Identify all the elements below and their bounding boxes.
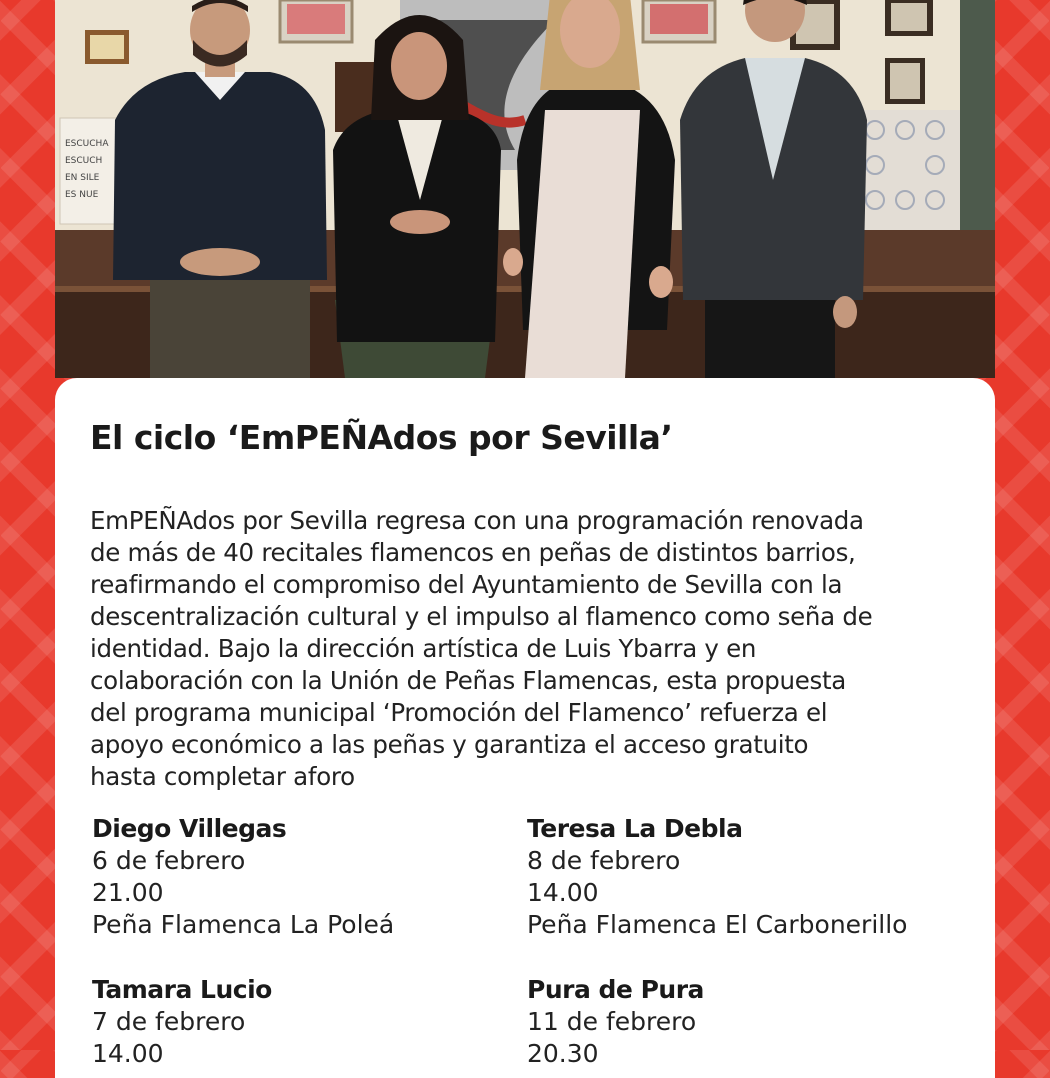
wall-sign-line: EN SILE	[65, 173, 100, 183]
description-line: reafirmando el compromiso del Ayuntamiento de Sevilla con la	[90, 570, 843, 599]
description-line: hasta completar aforo	[90, 762, 355, 791]
description-line: de más de 40 recitales flamencos en peñas de distintos barrios,	[90, 538, 856, 567]
wall-sign-line: ES NUE	[65, 190, 99, 200]
article-card	[55, 378, 995, 1078]
wall-sign-line: ESCUCH	[65, 156, 103, 166]
event-item	[527, 813, 967, 941]
event-item	[527, 974, 967, 1070]
article-description	[90, 505, 970, 793]
event-date: 11 de febrero	[527, 1007, 697, 1036]
event-venue: Peña Flamenca La Poleá	[92, 910, 395, 939]
event-item	[92, 974, 532, 1070]
description-line: descentralización cultural y el impulso al flamenco como seña de	[90, 602, 873, 631]
event-artist: Diego Villegas	[92, 814, 287, 843]
group-photo	[55, 0, 995, 378]
event-time: 14.00	[527, 878, 599, 907]
description-line: colaboración con la Unión de Peñas Flamencas, esta propuesta	[90, 666, 846, 695]
description-line: del programa municipal ‘Promoción del Flamenco’ refuerza el	[90, 698, 828, 727]
article-title: El ciclo ‘EmPEÑAdos por Sevilla’	[90, 418, 673, 457]
event-time: 20.30	[527, 1039, 599, 1068]
wall-sign-line: ESCUCHA	[65, 139, 109, 149]
event-date: 8 de febrero	[527, 846, 681, 875]
event-artist: Pura de Pura	[527, 975, 704, 1004]
event-time: 21.00	[92, 878, 164, 907]
event-date: 7 de febrero	[92, 1007, 246, 1036]
description-line: apoyo económico a las peñas y garantiza el acceso gratuito	[90, 730, 809, 759]
description-line: identidad. Bajo la dirección artística de Luis Ybarra y en	[90, 634, 757, 663]
event-venue: Peña Flamenca El Carbonerillo	[527, 910, 908, 939]
event-time: 14.00	[92, 1039, 164, 1068]
event-artist: Teresa La Debla	[527, 814, 743, 843]
event-artist: Tamara Lucio	[92, 975, 272, 1004]
description-line: EmPEÑAdos por Sevilla regresa con una programación renovada	[90, 506, 864, 535]
group-photo-illustration	[55, 0, 995, 378]
event-date: 6 de febrero	[92, 846, 246, 875]
event-item	[92, 813, 532, 941]
